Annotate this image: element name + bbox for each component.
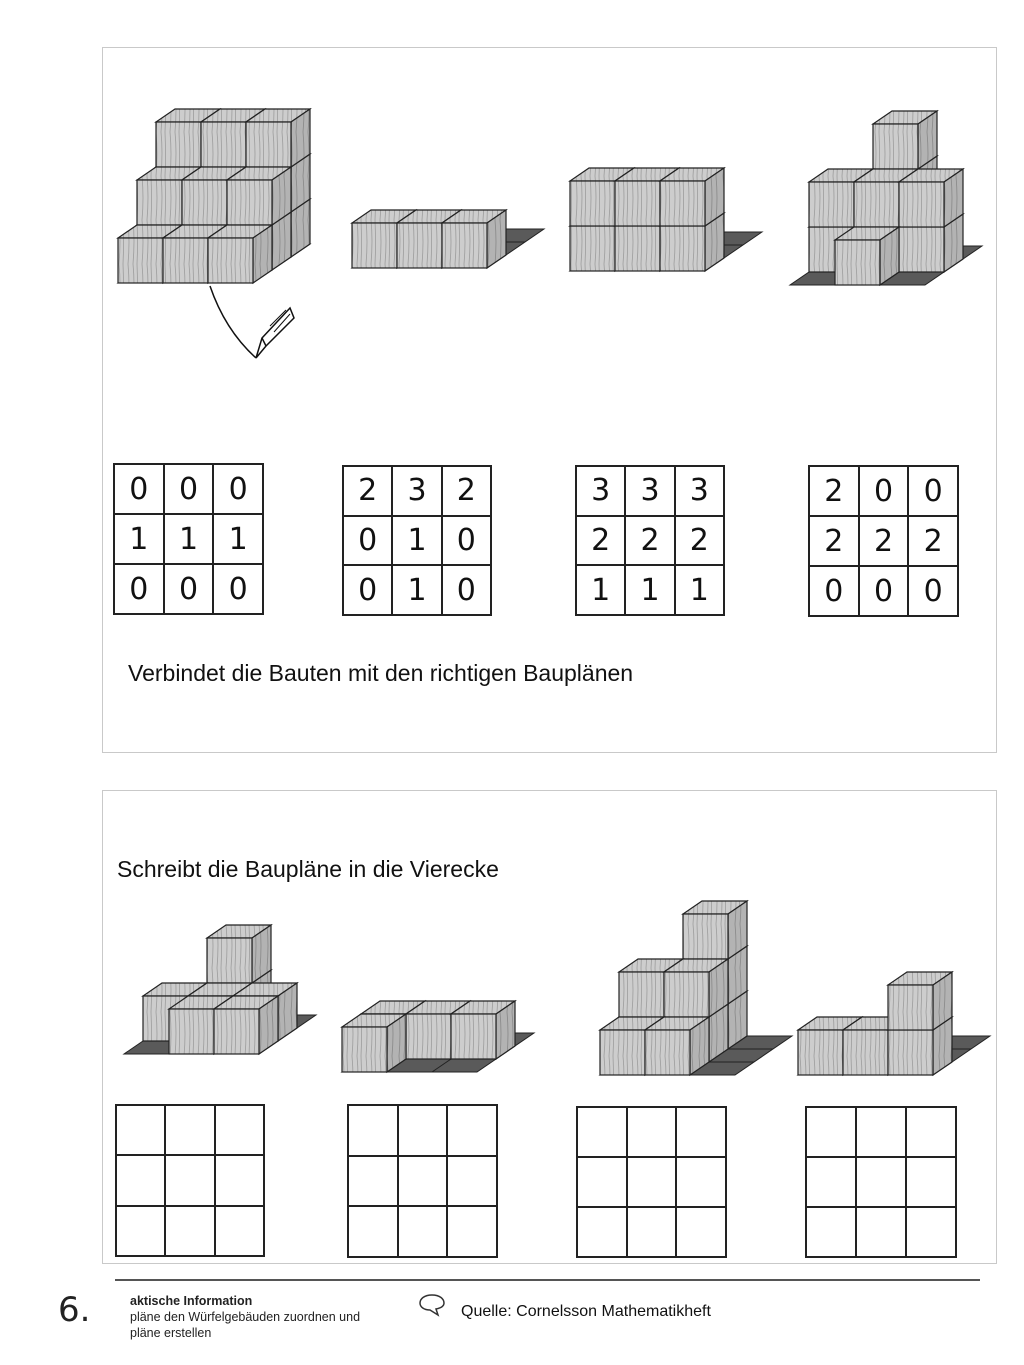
answer-grid-2[interactable] [347, 1104, 498, 1258]
plan-cell: 1 [114, 514, 164, 564]
plan-cell: 1 [213, 514, 263, 564]
cube-building-1 [118, 109, 310, 283]
plan-cell: 0 [908, 566, 958, 616]
answer-cell[interactable] [627, 1157, 677, 1207]
plan-cell: 2 [809, 516, 859, 566]
answer-cell[interactable] [165, 1155, 214, 1205]
plan-cell: 0 [809, 566, 859, 616]
answer-cell[interactable] [856, 1207, 906, 1257]
plan-cell: 2 [908, 516, 958, 566]
plan-grid-1[interactable] [113, 463, 264, 615]
answer-grid-1[interactable] [115, 1104, 265, 1257]
task1-instruction: Verbindet die Bauten mit den richtigen Bauplänen [128, 660, 634, 686]
cube-building-3 [570, 168, 762, 271]
cube-building-7 [600, 901, 792, 1075]
cube-building-8 [798, 972, 990, 1075]
footer-info-heading: aktische Information [130, 1294, 253, 1308]
cube-building-2 [352, 210, 544, 268]
plan-cell: 2 [625, 516, 674, 566]
plan-cell: 1 [392, 565, 441, 615]
plan-cell: 1 [392, 516, 441, 566]
plan-cell: 0 [343, 516, 392, 566]
answer-cell[interactable] [806, 1107, 856, 1157]
answer-cell[interactable] [856, 1107, 906, 1157]
plan-cell: 1 [675, 565, 724, 615]
answer-cell[interactable] [676, 1107, 726, 1157]
plan-cell: 0 [114, 464, 164, 514]
answer-cell[interactable] [398, 1156, 448, 1207]
footer-info [130, 1293, 360, 1341]
plan-cell: 0 [908, 466, 958, 516]
plan-cell: 2 [675, 516, 724, 566]
answer-cell[interactable] [577, 1157, 627, 1207]
plan-cell: 1 [625, 565, 674, 615]
footer-info-line2: pläne erstellen [130, 1326, 212, 1340]
answer-cell[interactable] [627, 1207, 677, 1257]
answer-cell[interactable] [676, 1207, 726, 1257]
plan-cell: 0 [442, 565, 491, 615]
answer-cell[interactable] [165, 1105, 214, 1155]
pencil-icon [210, 286, 294, 358]
answer-cell[interactable] [398, 1105, 448, 1156]
footer-info-line1: pläne den Würfelgebäuden zuordnen und [130, 1310, 361, 1324]
answer-cell[interactable] [348, 1105, 398, 1156]
plan-cell: 0 [859, 466, 909, 516]
answer-cell[interactable] [806, 1207, 856, 1257]
plan-cell: 3 [576, 466, 625, 516]
plan-cell: 1 [164, 514, 214, 564]
speech-bubble-icon [418, 1293, 446, 1317]
answer-cell[interactable] [116, 1206, 165, 1256]
cube-building-6 [342, 1001, 534, 1072]
plan-cell: 2 [442, 466, 491, 516]
plan-grid-2[interactable] [342, 465, 492, 616]
plan-cell: 0 [442, 516, 491, 566]
plan-cell: 0 [164, 564, 214, 614]
answer-cell[interactable] [165, 1206, 214, 1256]
plan-grid-4[interactable] [808, 465, 959, 617]
plan-grid-3[interactable] [575, 465, 725, 616]
answer-cell[interactable] [906, 1157, 956, 1207]
answer-cell[interactable] [215, 1105, 264, 1155]
plan-cell: 0 [213, 464, 263, 514]
plan-cell: 1 [576, 565, 625, 615]
answer-cell[interactable] [348, 1206, 398, 1257]
answer-grid-4[interactable] [805, 1106, 957, 1258]
cube-building-4 [790, 111, 982, 285]
answer-cell[interactable] [116, 1155, 165, 1205]
task2-instruction: Schreibt die Baupläne in die Vierecke [117, 856, 499, 882]
plan-cell: 0 [164, 464, 214, 514]
answer-cell[interactable] [447, 1206, 497, 1257]
answer-cell[interactable] [577, 1207, 627, 1257]
answer-cell[interactable] [348, 1156, 398, 1207]
plan-cell: 2 [859, 516, 909, 566]
answer-cell[interactable] [215, 1206, 264, 1256]
plan-cell: 3 [625, 466, 674, 516]
answer-cell[interactable] [577, 1107, 627, 1157]
plan-cell: 0 [213, 564, 263, 614]
plan-cell: 2 [576, 516, 625, 566]
footer-divider [115, 1279, 980, 1281]
answer-cell[interactable] [906, 1207, 956, 1257]
plan-cell: 0 [343, 565, 392, 615]
plan-cell: 3 [392, 466, 441, 516]
plan-cell: 3 [675, 466, 724, 516]
answer-cell[interactable] [116, 1105, 165, 1155]
answer-cell[interactable] [856, 1157, 906, 1207]
answer-cell[interactable] [906, 1107, 956, 1157]
answer-grid-3[interactable] [576, 1106, 727, 1258]
source-credit: Quelle: Cornelsson Mathematikheft [461, 1303, 711, 1320]
answer-cell[interactable] [676, 1157, 726, 1207]
plan-cell: 0 [114, 564, 164, 614]
plan-cell: 2 [809, 466, 859, 516]
answer-cell[interactable] [627, 1107, 677, 1157]
plan-cell: 0 [859, 566, 909, 616]
answer-cell[interactable] [398, 1206, 448, 1257]
answer-cell[interactable] [806, 1157, 856, 1207]
answer-cell[interactable] [447, 1156, 497, 1207]
plan-cell: 2 [343, 466, 392, 516]
answer-cell[interactable] [447, 1105, 497, 1156]
cube-building-5 [124, 925, 316, 1054]
answer-cell[interactable] [215, 1155, 264, 1205]
page-number: 6. [58, 1290, 91, 1330]
